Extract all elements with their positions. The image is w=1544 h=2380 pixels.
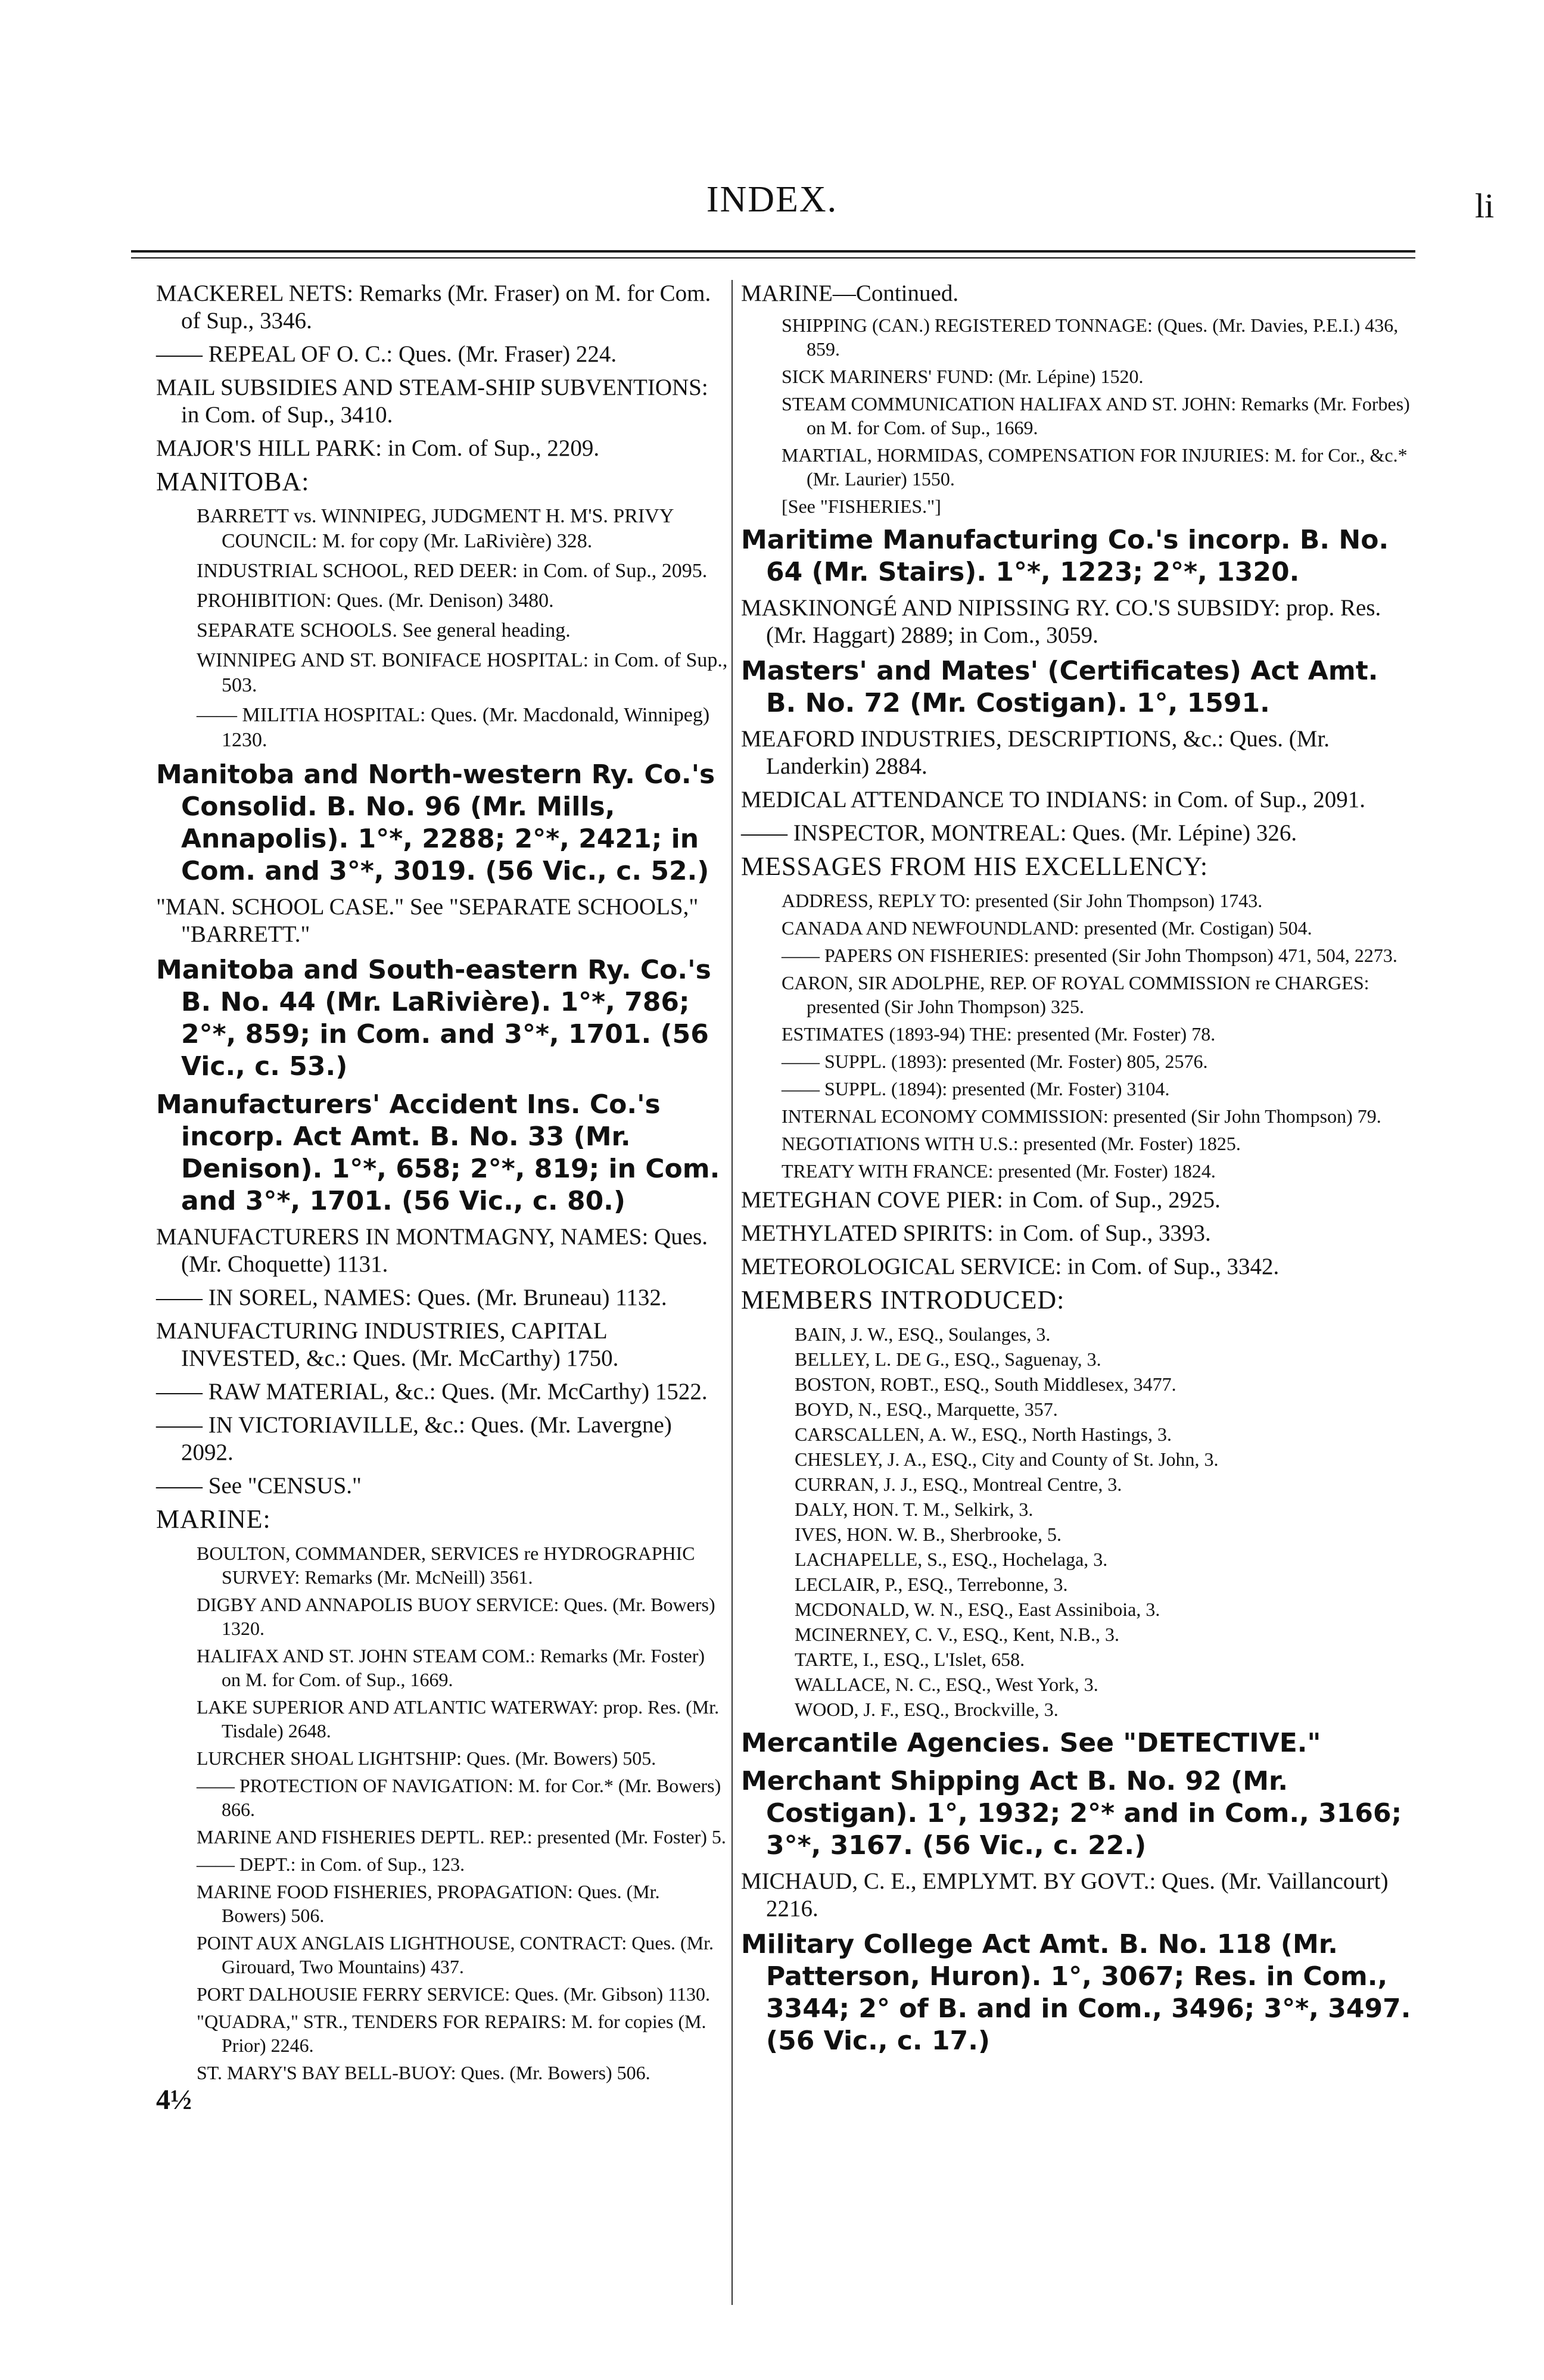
index-sub2: STEAM COMMUNICATION HALIFAX AND ST. JOHN: Remarks (Mr. Forbes) on M. for Com. of Sup., 1669.: [782, 393, 1410, 438]
index-sub: WINNIPEG AND ST. BONIFACE HOSPITAL: in Com. of Sup., 503.: [197, 649, 728, 696]
index-member: MCINERNEY, C. V., ESQ., Kent, N.B., 3.: [795, 1624, 1119, 1645]
index-sub2: MARTIAL, HORMIDAS, COMPENSATION FOR INJURIES: M. for Cor., &c.* (Mr. Laurier) 1550.: [782, 444, 1408, 490]
index-bold: Maritime Manufacturing Co.'s incorp. B. No. 64 (Mr. Stairs). 1°*, 1223; 2°*, 1320.: [741, 525, 1389, 587]
index-member: BOSTON, ROBT., ESQ., South Middlesex, 3477.: [795, 1373, 1176, 1395]
index-entry: "MAN. SCHOOL CASE." See "SEPARATE SCHOOLS," "BARRETT.": [156, 894, 699, 947]
header-rule-thin: [131, 257, 1415, 258]
index-sub2: INTERNAL ECONOMY COMMISSION: presented (Sir John Thompson) 79.: [782, 1105, 1381, 1127]
index-sub2: MARINE AND FISHERIES DEPTL. REP.: presented (Mr. Foster) 5.: [197, 1826, 726, 1848]
index-entry: MASKINONGÉ AND NIPISSING RY. CO.'S SUBSIDY: prop. Res. (Mr. Haggart) 2889; in Com., 3059.: [741, 595, 1381, 648]
index-member: IVES, HON. W. B., Sherbrooke, 5.: [795, 1524, 1062, 1545]
index-sub2: —— SUPPL. (1893): presented (Mr. Foster) 805, 2576.: [782, 1051, 1208, 1072]
left-column: [156, 280, 728, 2088]
index-entry: MEAFORD INDUSTRIES, DESCRIPTIONS, &c.: Ques. (Mr. Landerkin) 2884.: [741, 726, 1330, 779]
index-bold: Manitoba and South-eastern Ry. Co.'s B. No. 44 (Mr. LaRivière). 1°*, 786; 2°*, 859; in Com. and 3°*, 1701. (56 Vic., c. 53.): [156, 955, 711, 1082]
index-member: CURRAN, J. J., ESQ., Montreal Centre, 3.: [795, 1474, 1122, 1495]
index-member: BAIN, J. W., ESQ., Soulanges, 3.: [795, 1323, 1051, 1345]
index-sub2: SICK MARINERS' FUND: (Mr. Lépine) 1520.: [782, 366, 1144, 387]
index-bold: Manitoba and North-western Ry. Co.'s Consolid. B. No. 96 (Mr. Mills, Annapolis). 1°*, 2288; 2°*, 2421; in Com. and 3°*, 3019. (56 Vic., c. 52.): [156, 759, 715, 886]
index-entry: —— See "CENSUS.": [156, 1473, 362, 1499]
index-member: DALY, HON. T. M., Selkirk, 3.: [795, 1499, 1034, 1520]
index-bold: Manufacturers' Accident Ins. Co.'s incorp. Act Amt. B. No. 33 (Mr. Denison). 1°*, 658; 2°*, 819; in Com. and 3°*, 1701. (56 Vic., c. 80.): [156, 1089, 720, 1216]
index-sub2: —— PROTECTION OF NAVIGATION: M. for Cor.* (Mr. Bowers) 866.: [197, 1775, 721, 1820]
index-entry: MAIL SUBSIDIES AND STEAM-SHIP SUBVENTIONS: in Com. of Sup., 3410.: [156, 375, 708, 428]
index-heading: MARINE:: [156, 1504, 271, 1534]
index-entry: MAJOR'S HILL PARK: in Com. of Sup., 2209.: [156, 435, 600, 461]
index-sub2: ESTIMATES (1893-94) THE: presented (Mr. Foster) 78.: [782, 1023, 1216, 1045]
index-member: MCDONALD, W. N., ESQ., East Assiniboia, 3.: [795, 1599, 1160, 1620]
index-entry: METEOROLOGICAL SERVICE: in Com. of Sup., 3342.: [741, 1254, 1280, 1279]
index-heading: MESSAGES FROM HIS EXCELLENCY:: [741, 852, 1209, 881]
index-entry: MEDICAL ATTENDANCE TO INDIANS: in Com. of Sup., 2091.: [741, 787, 1365, 812]
page-title: INDEX.: [706, 179, 838, 220]
index-sub2: MARINE FOOD FISHERIES, PROPAGATION: Ques. (Mr. Bowers) 506.: [197, 1881, 660, 1926]
index-sub2: LURCHER SHOAL LIGHTSHIP: Ques. (Mr. Bowers) 505.: [197, 1747, 656, 1769]
index-entry: —— IN VICTORIAVILLE, &c.: Ques. (Mr. Lavergne) 2092.: [156, 1412, 672, 1465]
index-heading: MEMBERS INTRODUCED:: [741, 1285, 1065, 1314]
index-sub2: DIGBY AND ANNAPOLIS BUOY SERVICE: Ques. (Mr. Bowers) 1320.: [197, 1594, 715, 1639]
index-entry: —— IN SOREL, NAMES: Ques. (Mr. Bruneau) 1132.: [156, 1285, 667, 1310]
index-sub: SEPARATE SCHOOLS. See general heading.: [197, 619, 571, 641]
index-member: CARSCALLEN, A. W., ESQ., North Hastings, 3.: [795, 1423, 1172, 1445]
index-entry: METHYLATED SPIRITS: in Com. of Sup., 3393.: [741, 1220, 1211, 1246]
index-sub2: CANADA AND NEWFOUNDLAND: presented (Mr. Costigan) 504.: [782, 917, 1312, 939]
index-sub2: ST. MARY'S BAY BELL-BUOY: Ques. (Mr. Bowers) 506.: [197, 2062, 650, 2083]
index-bold: Merchant Shipping Act B. No. 92 (Mr. Costigan). 1°, 1932; 2°* and in Com., 3166; 3°*, 3167. (56 Vic., c. 22.): [741, 1766, 1402, 1861]
column-divider: [731, 280, 733, 2305]
index-entry: —— RAW MATERIAL, &c.: Ques. (Mr. McCarthy) 1522.: [156, 1379, 708, 1404]
index-sub2: —— SUPPL. (1894): presented (Mr. Foster) 3104.: [782, 1078, 1170, 1099]
index-entry: —— REPEAL OF O. C.: Ques. (Mr. Fraser) 224.: [156, 341, 617, 367]
index-member: BELLEY, L. DE G., ESQ., Saguenay, 3.: [795, 1348, 1101, 1370]
index-sub2: —— PAPERS ON FISHERIES: presented (Sir John Thompson) 471, 504, 2273.: [782, 945, 1397, 966]
index-entry: MANUFACTURING INDUSTRIES, CAPITAL INVESTED, &c.: Ques. (Mr. McCarthy) 1750.: [156, 1318, 619, 1371]
index-sub: —— MILITIA HOSPITAL: Ques. (Mr. Macdonald, Winnipeg) 1230.: [197, 704, 710, 751]
index-sub2: BOULTON, COMMANDER, SERVICES re HYDROGRAPHIC SURVEY: Remarks (Mr. McNeill) 3561.: [197, 1543, 695, 1588]
index-sub: INDUSTRIAL SCHOOL, RED DEER: in Com. of Sup., 2095.: [197, 560, 708, 582]
index-sub2: SHIPPING (CAN.) REGISTERED TONNAGE: (Ques. (Mr. Davies, P.E.I.) 436, 859.: [782, 314, 1399, 360]
index-sub2: TREATY WITH FRANCE: presented (Mr. Foster) 1824.: [782, 1160, 1216, 1182]
index-member: LECLAIR, P., ESQ., Terrebonne, 3.: [795, 1574, 1068, 1595]
index-sub2: —— DEPT.: in Com. of Sup., 123.: [197, 1853, 465, 1875]
index-heading: MANITOBA:: [156, 467, 310, 496]
index-entry: MICHAUD, C. E., EMPLYMT. BY GOVT.: Ques. (Mr. Vaillancourt) 2216.: [741, 1868, 1389, 1921]
index-sub2: [See "FISHERIES."]: [782, 496, 941, 517]
index-sub2: ADDRESS, REPLY TO: presented (Sir John Thompson) 1743.: [782, 890, 1263, 911]
index-sub2: PORT DALHOUSIE FERRY SERVICE: Ques. (Mr. Gibson) 1130.: [197, 1983, 710, 2005]
signature-mark: 4½: [156, 2084, 192, 2116]
index-sub2: LAKE SUPERIOR AND ATLANTIC WATERWAY: prop. Res. (Mr. Tisdale) 2648.: [197, 1696, 720, 1742]
index-sub2: "QUADRA," STR., TENDERS FOR REPAIRS: M. for copies (M. Prior) 2246.: [197, 2011, 706, 2056]
index-sub2: POINT AUX ANGLAIS LIGHTHOUSE, CONTRACT: Ques. (Mr. Girouard, Two Mountains) 437.: [197, 1932, 714, 1977]
right-column: [741, 280, 1415, 2063]
index-entry: MACKEREL NETS: Remarks (Mr. Fraser) on M. for Com. of Sup., 3346.: [156, 281, 711, 334]
index-entry: MANUFACTURERS IN MONTMAGNY, NAMES: Ques. (Mr. Choquette) 1131.: [156, 1224, 708, 1277]
page-number: li: [1475, 186, 1495, 225]
index-member: WALLACE, N. C., ESQ., West York, 3.: [795, 1674, 1098, 1695]
index-member: CHESLEY, J. A., ESQ., City and County of St. John, 3.: [795, 1448, 1219, 1470]
index-sub: PROHIBITION: Ques. (Mr. Denison) 3480.: [197, 590, 554, 612]
index-member: LACHAPELLE, S., ESQ., Hochelaga, 3.: [795, 1549, 1108, 1570]
index-entry: METEGHAN COVE PIER: in Com. of Sup., 2925.: [741, 1187, 1221, 1213]
index-member: BOYD, N., ESQ., Marquette, 357.: [795, 1398, 1058, 1420]
index-entry: MARINE—Continued.: [741, 281, 959, 306]
index-sub2: CARON, SIR ADOLPHE, REP. OF ROYAL COMMISSION re CHARGES: presented (Sir John Thompson) 325.: [782, 972, 1369, 1017]
index-bold: Military College Act Amt. B. No. 118 (Mr. Patterson, Huron). 1°, 3067; Res. in Com., 3344; 2° of B. and in Com., 3496; 3°*, 3497. (56 Vic., c. 17.): [741, 1929, 1411, 2056]
index-entry: —— INSPECTOR, MONTREAL: Ques. (Mr. Lépine) 326.: [741, 820, 1297, 846]
header-rule: [131, 250, 1415, 253]
index-bold: Mercantile Agencies. See "DETECTIVE.": [741, 1728, 1321, 1758]
index-sub: BARRETT vs. WINNIPEG, JUDGMENT H. M'S. PRIVY COUNCIL: M. for copy (Mr. LaRivière) 328.: [197, 505, 674, 552]
index-member: TARTE, I., ESQ., L'Islet, 658.: [795, 1649, 1025, 1670]
index-sub2: NEGOTIATIONS WITH U.S.: presented (Mr. Foster) 1825.: [782, 1133, 1241, 1154]
index-sub2: HALIFAX AND ST. JOHN STEAM COM.: Remarks (Mr. Foster) on M. for Com. of Sup., 1669.: [197, 1645, 705, 1690]
index-member: WOOD, J. F., ESQ., Brockville, 3.: [795, 1699, 1059, 1720]
index-bold: Masters' and Mates' (Certificates) Act Amt. B. No. 72 (Mr. Costigan). 1°, 1591.: [741, 656, 1378, 718]
